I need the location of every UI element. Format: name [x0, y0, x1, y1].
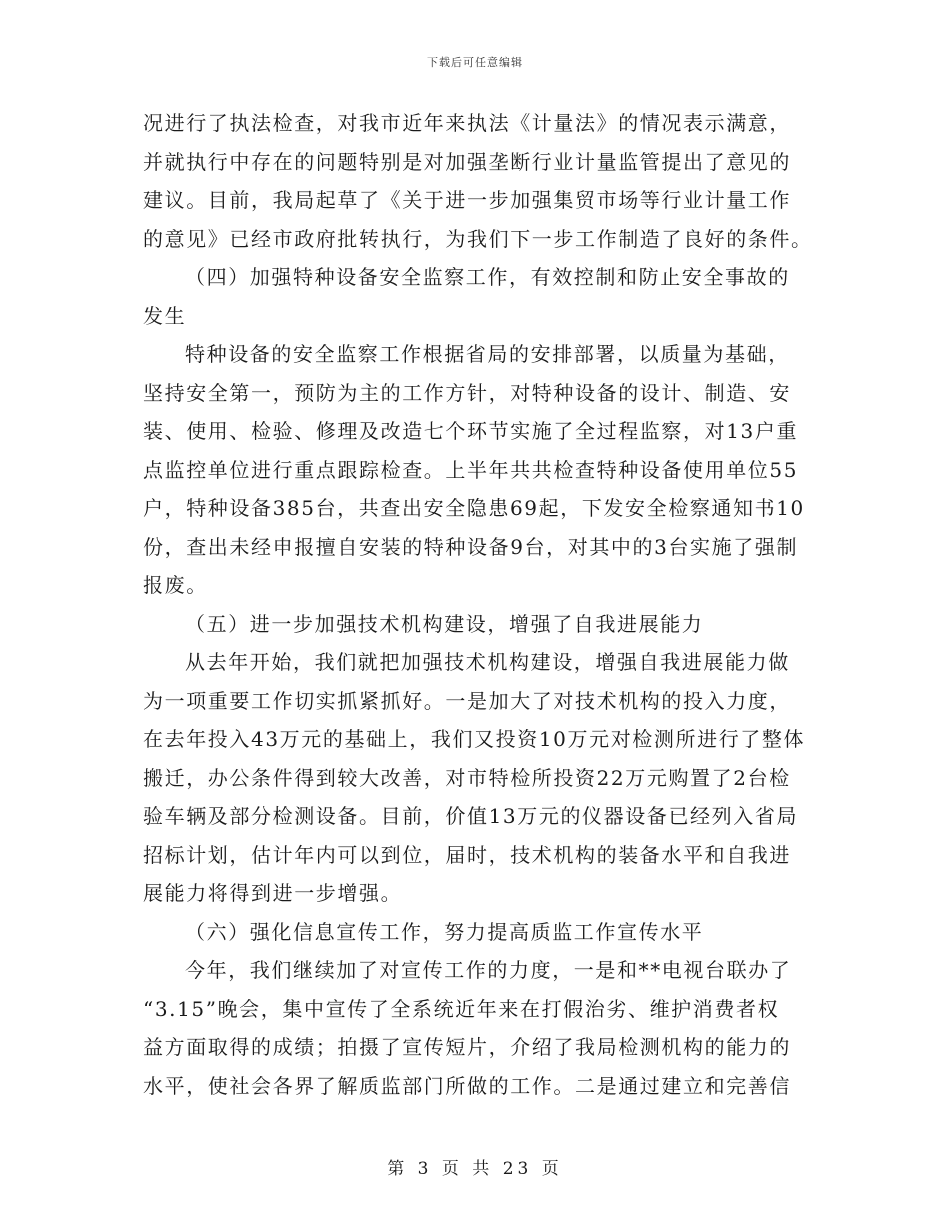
text-line: 展能力将得到进一步增强。: [143, 881, 403, 905]
text-line: 建议。目前，我局起草了《关于进一步加强集贸市场等行业计量工作: [143, 188, 791, 212]
text-line: （四）加强特种设备安全监察工作，有效控制和防止安全事故的: [185, 265, 790, 289]
text-line: 益方面取得的成绩；拍摄了宣传短片，介绍了我局检测机构的能力的: [143, 1035, 791, 1059]
text-line: 水平，使社会各界了解质监部门所做的工作。二是通过建立和完善信: [143, 1073, 791, 1098]
text-line: 为一项重要工作切实抓紧抓好。一是加大了对技术机构的投入力度，: [143, 688, 791, 713]
page-header-note: 下载后可任意编辑: [427, 56, 523, 69]
text-line: （六）强化信息宣传工作，努力提高质监工作宣传水平: [185, 919, 704, 944]
text-line: 从去年开始，我们就把加强技术机构建设，增强自我进展能力做: [185, 650, 790, 674]
text-line: 装、使用、检验、修理及改造七个环节实施了全过程监察，对13户重: [143, 419, 799, 443]
text-line: 点监控单位进行重点跟踪检查。上半年共共检查特种设备使用单位55: [143, 457, 799, 482]
text-line: 发生: [143, 303, 187, 328]
text-line: 特种设备的安全监察工作根据省局的安排部署，以质量为基础，: [185, 342, 790, 366]
text-line: 报废。: [143, 573, 208, 597]
text-line: 户，特种设备385台，共查出安全隐患69起，下发安全检察通知书10: [143, 496, 805, 520]
text-line: “3.15”晚会，集中宣传了全系统近年来在打假治劣、维护消费者权: [143, 996, 780, 1021]
text-line: 搬迁，办公条件得到较大改善，对市特检所投资22万元购置了2台检: [143, 765, 791, 790]
text-line: 在去年投入43万元的基础上，我们又投资10万元对检测所进行了整体: [143, 727, 806, 751]
text-line: 的意见》已经市政府批转执行，为我们下一步工作制造了良好的条件。: [143, 226, 813, 251]
text-line: 况进行了执法检查，对我市近年来执法《计量法》的情况表示满意，: [143, 111, 791, 135]
text-line: 招标计划，估计年内可以到位，届时，技术机构的装备水平和自我进: [143, 842, 791, 867]
page-number-footer: 第 3 页 共 23 页: [387, 1159, 563, 1179]
text-line: 坚持安全第一，预防为主的工作方针，对特种设备的设计、制造、安: [143, 380, 791, 405]
text-line: 份，查出未经申报擅自安装的特种设备9台，对其中的3台实施了强制: [143, 534, 799, 559]
text-line: 并就执行中存在的问题特别是对加强垄断行业计量监管提出了意见的: [143, 149, 791, 174]
text-line: 今年，我们继续加了对宣传工作的力度，一是和**电视台联办了: [185, 958, 792, 982]
text-line: 验车辆及部分检测设备。目前，价值13万元的仪器设备已经列入省局: [143, 804, 799, 828]
document-body: [143, 104, 813, 1105]
text-line: （五）进一步加强技术机构建设，增强了自我进展能力: [185, 611, 704, 636]
